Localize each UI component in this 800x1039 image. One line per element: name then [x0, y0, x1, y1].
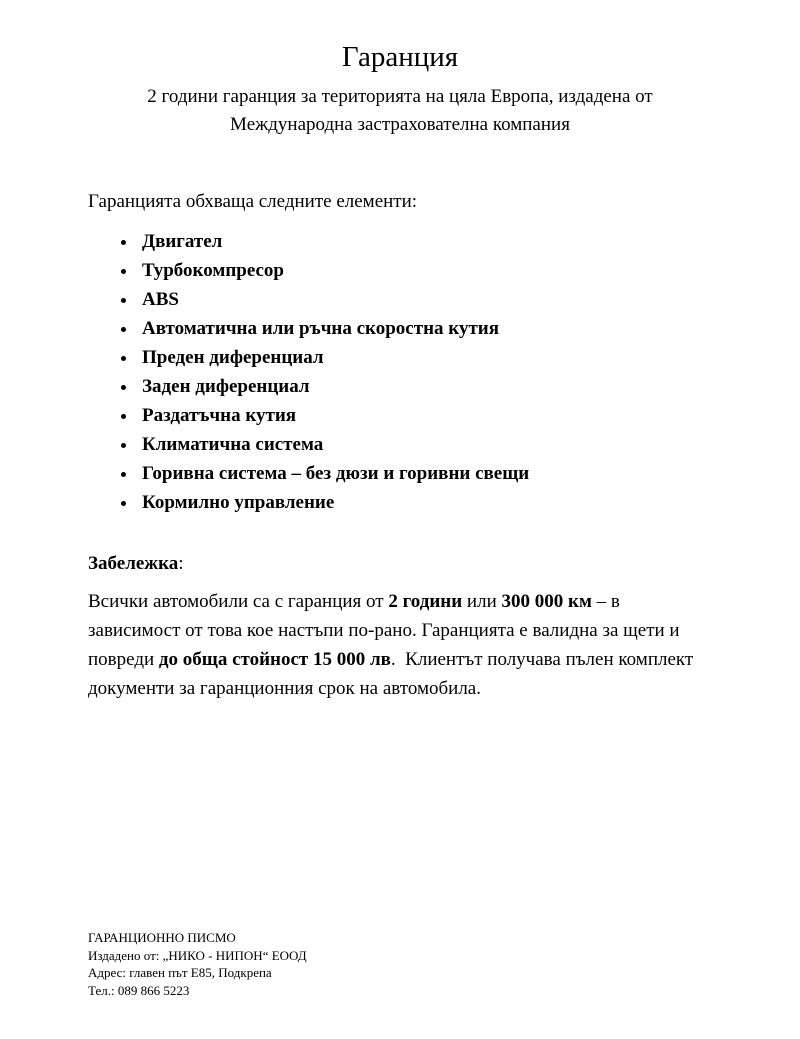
coverage-intro-text: Гаранцията обхваща следните елементи: — [88, 191, 418, 212]
note-bold-text: 2 години — [388, 591, 463, 612]
note-text: или — [462, 591, 502, 612]
warranty-item: • Заден диференциал — [138, 372, 712, 401]
note-heading-colon: : — [178, 553, 184, 574]
note-text: . Клиентът получава пълен комплект документи за гаранционния срок на автомобила. — [88, 649, 694, 699]
note-bold-text: до обща стойност 15 000 лв — [158, 649, 391, 670]
warranty-item: • ABS — [138, 285, 712, 314]
warranty-item: • Автоматична или ръчна скоростна кутия — [138, 314, 712, 343]
warranty-item: • Горивна система – без дюзи и горивни свещи — [138, 459, 712, 488]
warranty-item: • Преден диференциал — [138, 343, 712, 372]
note-text: – в зависимост от това кое настъпи по-рано. Гаранцията е валидна за щети и повреди — [88, 591, 680, 670]
note-text: Всички автомобили са с гаранция от — [88, 591, 389, 612]
document-title: Гаранция — [341, 41, 459, 73]
warranty-item: • Раздатъчна кутия — [138, 401, 712, 430]
warranty-items-list — [88, 227, 712, 517]
note-heading-label: Забележка — [88, 553, 179, 574]
note-bold-text: 300 000 км — [501, 591, 592, 612]
warranty-item: • Кормилно управление — [138, 488, 712, 517]
footer-letter-type: ГАРАНЦИОННО ПИСМО — [88, 930, 236, 945]
note-paragraph — [88, 587, 712, 703]
letter-footer — [88, 929, 307, 999]
document-subtitle: 2 години гаранция за територията на цяла Европа, издадена от Международна застрахователна компания — [147, 86, 653, 135]
warranty-item: • Двигател — [138, 227, 712, 256]
footer-phone: Тел.: 089 866 5223 — [88, 982, 190, 998]
warranty-item: • Турбокомпресор — [138, 256, 712, 285]
footer-issued-by: Издадено от: „НИКО - НИПОН“ ЕООД — [88, 947, 307, 963]
note-heading — [88, 550, 712, 577]
warranty-item: • Климатична система — [138, 430, 712, 459]
footer-address: Адрес: главен път Е85, Подкрепа — [88, 965, 272, 980]
